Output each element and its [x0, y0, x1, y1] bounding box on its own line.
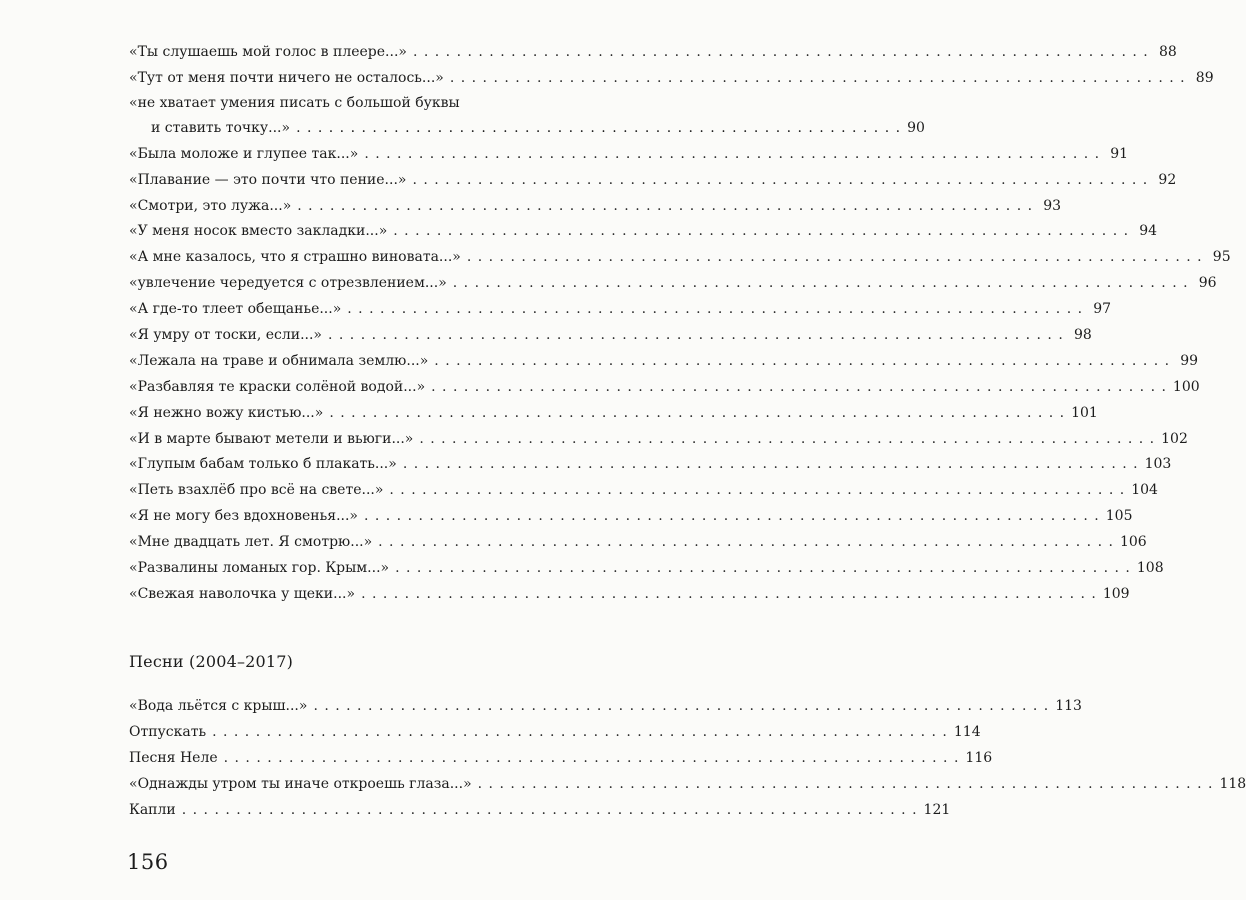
toc-entry — [129, 401, 1098, 427]
dot-leader — [296, 114, 901, 142]
toc-entry — [129, 582, 1130, 608]
toc-entry-title: «Развалины ломаных гор. Крым...» — [129, 560, 390, 577]
dot-leader — [364, 504, 1100, 530]
dot-leader — [434, 349, 1170, 375]
dot-leader — [328, 323, 1064, 349]
toc-entry-title: «не хватает умения писать с большой буквы — [129, 94, 460, 111]
dot-leader — [403, 452, 1139, 478]
toc-entry-title: «Вода льётся с крыш...» — [129, 698, 308, 714]
toc-entry — [129, 427, 1188, 453]
toc-entry-page: 104 — [1131, 482, 1158, 499]
toc-entry-title: «Тут от меня почти ничего не осталось...» — [129, 69, 444, 86]
dot-leader — [431, 375, 1167, 401]
toc-entry-page: 93 — [1043, 197, 1062, 214]
toc-entry-page: 118 — [1219, 775, 1246, 792]
dot-leader — [419, 427, 1155, 453]
toc-entry — [129, 746, 993, 772]
toc-entry-title-continuation: и ставить точку...» — [151, 119, 291, 136]
toc-entry-page: 99 — [1180, 352, 1199, 369]
toc-entry-title: «Однажды утром ты иначе откроешь глаза...» — [129, 775, 472, 792]
toc-entry — [129, 66, 1214, 92]
toc-list-songs — [129, 694, 1246, 823]
dot-leader — [393, 219, 1129, 245]
dot-leader — [182, 798, 918, 824]
toc-entry — [129, 504, 1133, 530]
dot-leader — [413, 40, 1149, 66]
toc-entry-page: 106 — [1119, 534, 1147, 551]
toc-entry — [129, 375, 1200, 401]
toc-entry-title: «Мне двадцать лет. Я смотрю...» — [129, 534, 373, 551]
dot-leader — [297, 194, 1033, 220]
dot-leader — [478, 772, 1214, 798]
toc-list-poems — [129, 40, 1231, 608]
dot-leader — [212, 720, 948, 746]
toc-entry-page: 100 — [1172, 378, 1200, 395]
dot-leader — [361, 582, 1097, 608]
toc-entry-page: 121 — [923, 801, 951, 818]
toc-entry-title: «А мне казалось, что я страшно виновата...» — [129, 249, 461, 266]
toc-entry — [129, 530, 1147, 556]
toc-entry — [129, 478, 1158, 504]
toc-entry — [129, 142, 1129, 168]
toc-entry — [129, 798, 951, 824]
toc-entry-title: «Ты слушаешь мой голос в плеере...» — [129, 44, 407, 60]
toc-entry-title: «У меня носок вместо закладки...» — [129, 223, 388, 240]
dot-leader — [313, 694, 1049, 720]
toc-entry — [129, 194, 1062, 220]
toc-entry-page: 97 — [1093, 301, 1112, 318]
toc-entry — [129, 245, 1231, 271]
dot-leader — [378, 530, 1114, 556]
toc-entry-title: Песня Неле — [129, 749, 218, 766]
toc-entry — [129, 323, 1092, 349]
toc-entry-title: «Лежала на траве и обнимала землю...» — [129, 352, 429, 369]
toc-entry-title: «А где-то тлеет обещанье...» — [129, 301, 342, 318]
toc-entry-title: «Глупым бабам только б плакать...» — [129, 456, 397, 473]
dot-leader — [412, 168, 1148, 194]
toc-entry-page: 113 — [1055, 698, 1082, 714]
dot-leader — [389, 478, 1125, 504]
toc-entry-page: 95 — [1212, 249, 1231, 266]
toc-entry — [129, 219, 1158, 245]
toc-entry-page: 94 — [1139, 223, 1158, 240]
toc-entry-title: «Я умру от тоски, если...» — [129, 327, 322, 344]
toc-entry-title: «Я не могу без вдохновенья...» — [129, 508, 358, 525]
toc-entry — [129, 349, 1199, 375]
toc-entry-title: Капли — [129, 801, 176, 818]
toc-entry — [129, 556, 1164, 582]
toc-entry-title: «Разбавляя те краски солёной водой...» — [129, 378, 426, 395]
toc-entry-page: 114 — [953, 723, 981, 740]
toc-entry-page: 91 — [1110, 145, 1129, 162]
toc-entry-title: «увлечение чередуется с отрезвлением...» — [129, 275, 447, 292]
toc-entry-page: 116 — [965, 749, 993, 766]
toc-entry-title: «Смотри, это лужа...» — [129, 197, 292, 214]
toc-entry-page: 108 — [1136, 560, 1164, 577]
toc-entry — [129, 694, 1082, 720]
dot-leader — [329, 401, 1065, 427]
toc-entry-title: «Свежая наволочка у щеки...» — [129, 585, 356, 602]
dot-leader — [364, 142, 1100, 168]
toc-entry-page: 90 — [907, 119, 925, 136]
dot-leader — [395, 556, 1131, 582]
toc-entry-page: 109 — [1102, 585, 1130, 602]
toc-entry-page: 92 — [1158, 171, 1177, 188]
section-heading: Песни (2004–2017) — [129, 652, 294, 671]
toc-entry — [129, 297, 1112, 323]
toc-entry — [129, 720, 981, 746]
dot-leader — [453, 271, 1189, 297]
toc-entry-title: «Петь взахлёб про всё на свете...» — [129, 482, 384, 499]
dot-leader — [347, 297, 1083, 323]
toc-entry — [129, 40, 1177, 66]
toc-entry-page: 89 — [1195, 69, 1214, 86]
toc-entry-page: 88 — [1158, 44, 1177, 60]
toc-entry-title: Отпускать — [129, 723, 207, 740]
toc-entry — [129, 271, 1217, 297]
toc-entry-title: «Была моложе и глупее так...» — [129, 145, 359, 162]
toc-entry — [129, 452, 1172, 478]
dot-leader — [224, 746, 960, 772]
toc-entry-page: 96 — [1198, 275, 1217, 292]
toc-entry-page: 98 — [1073, 327, 1092, 344]
dot-leader — [467, 245, 1203, 271]
toc-entry-title: «Плавание — это почти что пение...» — [129, 171, 407, 188]
toc-entry-multiline — [129, 92, 925, 142]
toc-entry-page: 101 — [1071, 404, 1098, 421]
page-number: 156 — [127, 850, 169, 874]
toc-entry-title: «И в марте бывают метели и вьюги...» — [129, 430, 414, 447]
toc-entry — [129, 168, 1177, 194]
toc-entry-title: «Я нежно вожу кистью...» — [129, 404, 324, 421]
toc-entry — [129, 772, 1246, 798]
toc-entry-page: 105 — [1105, 508, 1133, 525]
toc-entry-page: 102 — [1161, 430, 1188, 447]
toc-entry-page: 103 — [1144, 456, 1172, 473]
dot-leader — [450, 66, 1186, 92]
